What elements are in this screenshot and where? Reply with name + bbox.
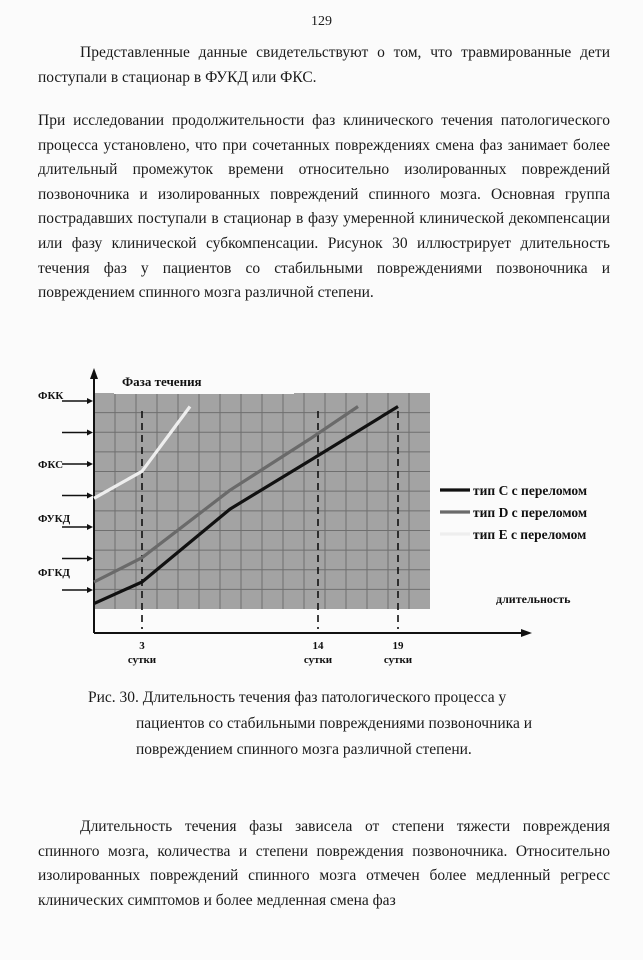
paragraph-duration: Длительность течения фазы зависела от степени тяжести повреждения спинного мозга, количества и степени повреждения позвоночника. Относительно изолированных повреждений спинного мозга отмечен более медленный регресс клинических симптомов и более медленная смена фаз	[38, 818, 610, 909]
y-marker-arrowhead	[87, 398, 93, 404]
y-axis-arrowhead	[90, 368, 98, 379]
x-tick-label: 19	[392, 640, 404, 652]
y-marker-arrowhead	[87, 587, 93, 593]
phase-duration-chart	[0, 365, 643, 677]
y-marker-arrowhead	[87, 493, 93, 499]
legend-label: тип С с переломом	[473, 483, 588, 498]
y-marker-arrowhead	[87, 430, 93, 436]
paragraph-phases: При исследовании продолжительности фаз клинического течения патологического процесса установлено, что при сочетанных повреждениях смена фаз занимает более длительный промежуток времени относительно изолированных повреждений позвоночника и изолированных повреждений спинного мозга. Основная группа пострадавших поступали в стационар в фазу умеренной клинической декомпенсации или фазу клинической субкомпенсации. Рисунок 30 иллюстрирует длительность течения фаз у пациентов со стабильными повреждениями позвоночника и повреждением спинного мозга различной степени.	[38, 112, 610, 302]
x-axis-label: длительность	[496, 592, 571, 606]
y-category-label: ФУКД	[38, 513, 71, 525]
paragraph-intro: Представленные данные свидетельствуют о том, что травмированные дети поступали в стационар в ФУКД или ФКС.	[38, 44, 610, 86]
legend	[440, 483, 587, 542]
legend-label: тип Е с переломом	[473, 527, 587, 542]
y-marker-arrowhead	[87, 556, 93, 562]
y-category-label: ФГКД	[38, 567, 70, 579]
chart-title: Фаза течения	[122, 374, 202, 389]
y-category-label: ФКС	[38, 459, 64, 471]
x-tick-label: 14	[312, 640, 324, 652]
legend-label: тип D с переломом	[473, 505, 588, 520]
y-marker-arrowhead	[87, 524, 93, 530]
y-marker-arrowhead	[87, 461, 93, 467]
figure-caption-line1: Рис. 30. Длительность течения фаз патологического процесса у	[88, 689, 507, 706]
x-axis-arrowhead	[521, 629, 532, 637]
figure-caption-line2: пациентов со стабильными повреждениями позвоночника и	[136, 715, 533, 732]
x-tick-sublabel: сутки	[127, 654, 157, 666]
page-number: 129	[311, 14, 332, 29]
x-tick-sublabel: сутки	[303, 654, 333, 666]
x-tick-sublabel: сутки	[383, 654, 413, 666]
y-category-label: ФКК	[38, 390, 64, 402]
figure-caption-line3: повреждением спинного мозга различной степени.	[136, 741, 472, 758]
x-tick-label: 3	[139, 640, 145, 652]
